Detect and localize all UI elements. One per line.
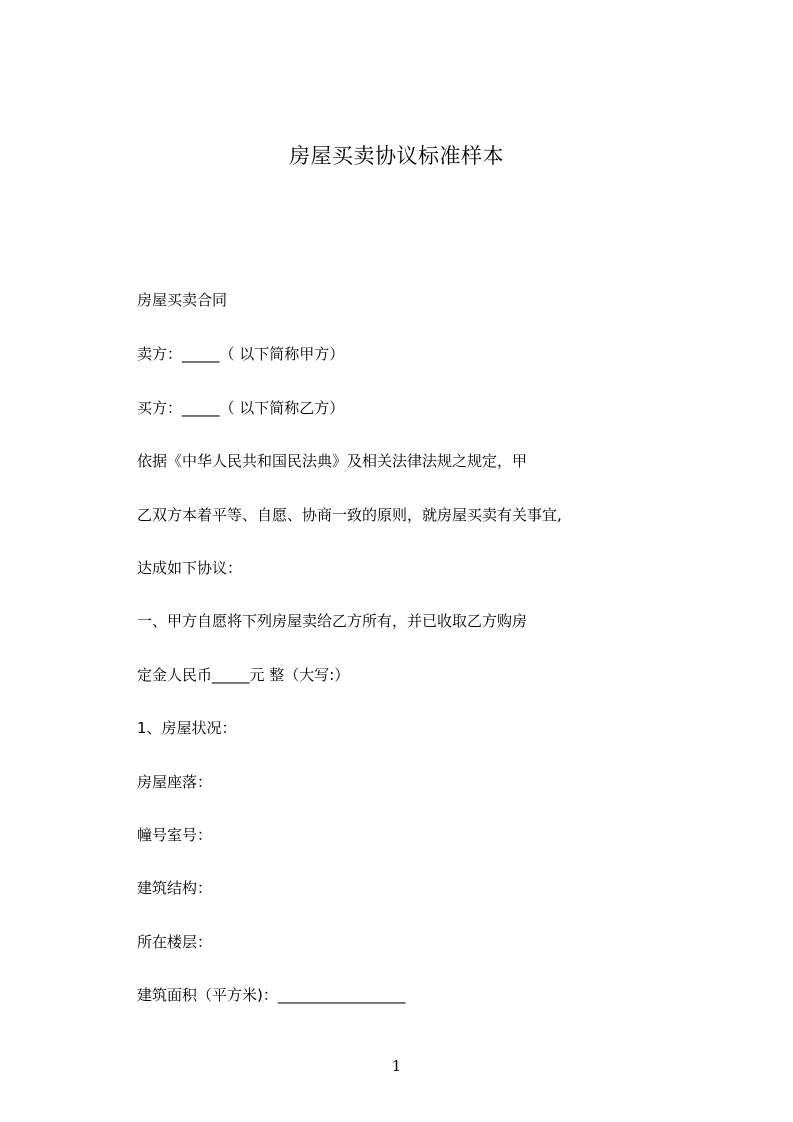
deposit-line: 定金人民币_____元 整（大写:） (137, 666, 350, 684)
house-status-heading: 1、房屋状况： (137, 719, 237, 737)
document-title: 房屋买卖协议标准样本 (289, 144, 504, 168)
house-location-label: 房屋座落： (137, 773, 213, 791)
clause-one-line: 一、甲方自愿将下列房屋卖给乙方所有，并已收取乙方购房 (137, 612, 528, 630)
building-room-number-label: 幢号室号： (137, 826, 213, 844)
building-structure-label: 建筑结构： (137, 879, 213, 897)
page-number: 1 (391, 1057, 402, 1075)
paragraph-line: 乙双方本着平等、自愿、协商一致的原则，就房屋买卖有关事宜, (137, 506, 562, 524)
paragraph-line: 达成如下协议： (137, 559, 243, 577)
floor-label: 所在楼层： (137, 933, 213, 951)
buyer-line: 买方：_____（ 以下简称乙方） (137, 399, 345, 417)
paragraph-line: 依据《中华人民共和国民法典》及相关法律法规之规定，甲 (137, 452, 528, 470)
building-area-label: 建筑面积（平方米)：_________________ (137, 986, 406, 1004)
contract-heading: 房屋买卖合同 (137, 291, 228, 309)
seller-line: 卖方：_____（ 以下简称甲方） (137, 345, 345, 363)
